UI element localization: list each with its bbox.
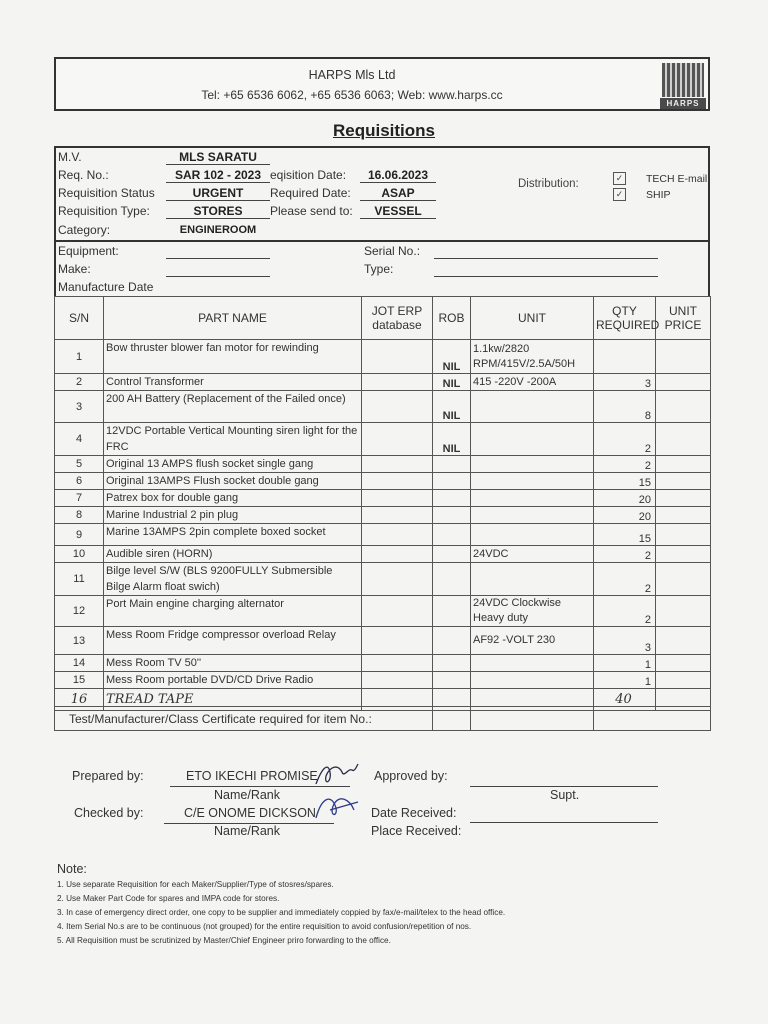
cell-qty: 3 [594, 627, 656, 655]
cell-rob [433, 473, 471, 490]
cell-unit-price [656, 374, 711, 391]
cell-unit [471, 391, 594, 423]
requisition-info [54, 146, 710, 242]
make-label: Make: [58, 262, 91, 276]
cell-unit: 24VDC Clockwise Heavy duty [471, 596, 594, 627]
table-row [55, 563, 711, 596]
items-table [54, 296, 711, 711]
cell-unit [471, 490, 594, 507]
cell-sn: 9 [55, 524, 104, 546]
cell-part-name: Patrex box for double gang [104, 490, 362, 507]
cell-unit [471, 655, 594, 672]
company-contact: Tel: +65 6536 6062, +65 6536 6063; Web: www.harps.cc [201, 88, 503, 102]
note-item: 3. In case of emergency direct order, one copy to be supplier and immediately coppied by fax/e-mail/telex to the head office. [57, 908, 506, 917]
date-received-line [470, 822, 658, 823]
cell-sn: 14 [55, 655, 104, 672]
cell-unit-price [656, 507, 711, 524]
table-row [55, 490, 711, 507]
type-field [434, 276, 658, 277]
cell-part-name: Mess Room portable DVD/CD Drive Radio [104, 672, 362, 689]
cell-rob [433, 507, 471, 524]
cell-jot-erp [362, 423, 433, 456]
cell-jot-erp [362, 456, 433, 473]
cell-rob: NIL [433, 374, 471, 391]
make-field [166, 276, 270, 277]
cell-sn: 6 [55, 473, 104, 490]
cell-jot-erp [362, 340, 433, 374]
category-label: Category: [58, 223, 111, 237]
cell-jot-erp [362, 672, 433, 689]
cell-sn: 16 [55, 689, 104, 711]
cell-part-name: Bow thruster blower fan motor for rewinding [104, 340, 362, 374]
certificate-cell-3[interactable] [594, 707, 711, 731]
cell-unit [471, 473, 594, 490]
cell-part-name: Audible siren (HORN) [104, 546, 362, 563]
date-received-label: Date Received: [371, 806, 457, 820]
notes-title: Note: [57, 862, 87, 876]
cell-rob [433, 655, 471, 672]
cell-unit: AF92 -VOLT 230 [471, 627, 594, 655]
stamp-signature-icon [310, 790, 362, 826]
cell-sn: 12 [55, 596, 104, 627]
cell-qty: 3 [594, 374, 656, 391]
prepared-by-label: Prepared by: [72, 769, 144, 783]
cell-sn: 7 [55, 490, 104, 507]
category-value: ENGINEROOM [179, 224, 257, 236]
equipment-label: Equipment: [58, 244, 119, 258]
table-row [55, 391, 711, 423]
cell-rob [433, 490, 471, 507]
status-label: Requisition Status [58, 186, 155, 200]
cell-sn: 11 [55, 563, 104, 596]
cell-part-name: Marine Industrial 2 pin plug [104, 507, 362, 524]
table-row [55, 423, 711, 456]
cell-unit-price [656, 655, 711, 672]
place-received-label: Place Received: [371, 824, 462, 838]
cell-unit [471, 563, 594, 596]
type-value: STORES [166, 204, 270, 219]
cell-part-name: Mess Room TV 50'' [104, 655, 362, 672]
cell-qty [594, 340, 656, 374]
note-item: 1. Use separate Requisition for each Maker/Supplier/Type of stosres/spares. [57, 880, 334, 889]
cell-sn: 15 [55, 672, 104, 689]
cell-qty: 15 [594, 524, 656, 546]
note-item: 2. Use Maker Part Code for spares and IMPA code for stores. [57, 894, 280, 903]
equipment-field [166, 258, 270, 259]
cell-unit [471, 524, 594, 546]
cell-jot-erp [362, 655, 433, 672]
table-row [55, 596, 711, 627]
cell-part-name: 12VDC Portable Vertical Mounting siren light for the FRC [104, 423, 362, 456]
cell-unit-price [656, 627, 711, 655]
table-row [55, 507, 711, 524]
req-no-label: Req. No.: [58, 168, 109, 182]
cell-unit: 24VDC [471, 546, 594, 563]
cell-rob: NIL [433, 340, 471, 374]
cell-sn: 3 [55, 391, 104, 423]
cell-part-name: Control Transformer [104, 374, 362, 391]
distribution-label: Distribution: [518, 178, 579, 190]
checked-by-name: C/E ONOME DICKSON [184, 806, 316, 820]
cell-unit-price [656, 490, 711, 507]
cell-part-name: TREAD TAPE [104, 689, 362, 711]
table-row [55, 456, 711, 473]
name-rank-label-1: Name/Rank [214, 788, 280, 802]
required-date-value: ASAP [360, 186, 436, 201]
send-to-value: VESSEL [360, 204, 436, 219]
cell-unit-price [656, 340, 711, 374]
cell-unit [471, 456, 594, 473]
tech-email-label: TECH E-mail [646, 173, 708, 185]
cell-jot-erp [362, 391, 433, 423]
cell-qty: 20 [594, 490, 656, 507]
cell-rob [433, 546, 471, 563]
certificate-cell-1[interactable] [433, 707, 471, 731]
cell-part-name: Original 13AMPS Flush socket double gang [104, 473, 362, 490]
cell-rob [433, 596, 471, 627]
cell-sn: 5 [55, 456, 104, 473]
cell-part-name: Port Main engine charging alternator [104, 596, 362, 627]
col-unit-price: UNIT PRICE [656, 297, 711, 340]
cell-qty: 1 [594, 655, 656, 672]
col-qty: QTY REQUIRED [594, 297, 656, 340]
cell-unit [471, 672, 594, 689]
cell-unit [471, 507, 594, 524]
table-header-row [55, 297, 711, 340]
supt-label: Supt. [550, 788, 580, 802]
company-name: HARPS Mls Ltd [308, 68, 396, 82]
req-no-value: SAR 102 - 2023 [166, 168, 270, 183]
cell-unit-price [656, 524, 711, 546]
table-row [55, 524, 711, 546]
table-row [55, 546, 711, 563]
req-date-value: 16.06.2023 [360, 168, 436, 183]
certificate-cell-2[interactable] [471, 707, 594, 731]
cell-qty: 1 [594, 672, 656, 689]
col-unit: UNIT [471, 297, 594, 340]
approved-by-line [470, 786, 658, 787]
page-title: Requisitions [332, 121, 435, 140]
cell-unit: 1.1kw/2820 RPM/415V/2.5A/50H [471, 340, 594, 374]
required-date-label: Required Date: [270, 186, 351, 200]
cell-sn: 2 [55, 374, 104, 391]
cell-qty: 8 [594, 391, 656, 423]
cell-qty: 2 [594, 423, 656, 456]
cell-sn: 13 [55, 627, 104, 655]
ship-checkbox[interactable]: ✓ [613, 188, 626, 201]
col-rob: ROB [433, 297, 471, 340]
type-equip-label: Type: [364, 262, 394, 276]
cell-rob [433, 563, 471, 596]
cell-unit: 415 -220V -200A [471, 374, 594, 391]
cell-jot-erp [362, 627, 433, 655]
mv-value: MLS SARATU [166, 150, 270, 165]
table-row [55, 672, 711, 689]
cell-qty: 2 [594, 456, 656, 473]
logo-text: HARPS [660, 98, 706, 109]
cell-qty: 20 [594, 507, 656, 524]
cell-unit-price [656, 423, 711, 456]
col-part-name: PART NAME [104, 297, 362, 340]
prepared-by-name: ETO IKECHI PROMISE [186, 769, 318, 783]
note-item: 5. All Requisition must be scrutinized by Master/Chief Engineer priro forwarding to the office. [57, 936, 391, 945]
req-date-label: eqisition Date: [270, 168, 347, 182]
cell-rob [433, 672, 471, 689]
cell-rob [433, 456, 471, 473]
name-rank-label-2: Name/Rank [214, 824, 280, 838]
cell-jot-erp [362, 374, 433, 391]
cell-jot-erp [362, 596, 433, 627]
checked-by-label: Checked by: [74, 806, 144, 820]
cell-rob: NIL [433, 391, 471, 423]
certificate-label: Test/Manufacturer/Class Certificate required for item No.: [55, 707, 433, 731]
cell-qty: 15 [594, 473, 656, 490]
col-jot-erp: JOT ERP database [362, 297, 433, 340]
cell-qty: 2 [594, 596, 656, 627]
cell-unit-price [656, 456, 711, 473]
cell-rob: NIL [433, 423, 471, 456]
note-item: 4. Item Serial No.s are to be continuous (not grouped) for the entire requisition to avoid confusion/repetition of nos. [57, 922, 472, 931]
cell-sn: 4 [55, 423, 104, 456]
company-header [54, 57, 710, 111]
cell-unit-price [656, 391, 711, 423]
cell-jot-erp [362, 507, 433, 524]
cell-jot-erp [362, 490, 433, 507]
table-row [55, 655, 711, 672]
cell-jot-erp [362, 563, 433, 596]
mv-label: M.V. [58, 150, 82, 164]
harps-logo [658, 61, 708, 111]
cell-rob [433, 627, 471, 655]
send-to-label: Please send to: [270, 204, 353, 218]
cell-unit-price [656, 596, 711, 627]
cell-part-name: Bilge level S/W (BLS 9200FULLY Submersible Bilge Alarm float swich) [104, 563, 362, 596]
table-row [55, 473, 711, 490]
ship-label: SHIP [646, 189, 671, 201]
status-value: URGENT [166, 186, 270, 201]
cell-jot-erp [362, 524, 433, 546]
type-label: Requisition Type: [58, 204, 150, 218]
cell-qty: 40 [594, 689, 656, 711]
equipment-info [54, 242, 710, 296]
table-row [55, 340, 711, 374]
cell-part-name: Original 13 AMPS flush socket single gang [104, 456, 362, 473]
tech-email-checkbox[interactable]: ✓ [613, 172, 626, 185]
serial-no-field [434, 258, 658, 259]
cell-unit-price [656, 672, 711, 689]
cell-sn: 10 [55, 546, 104, 563]
cell-jot-erp [362, 546, 433, 563]
cell-part-name: 200 AH Battery (Replacement of the Failed once) [104, 391, 362, 423]
cell-unit-price [656, 473, 711, 490]
signature-icon [312, 758, 362, 790]
certificate-row [54, 706, 711, 731]
manufacture-date-label: Manufacture Date [58, 280, 154, 294]
approved-by-label: Approved by: [374, 769, 448, 783]
logo-pillars-icon [662, 63, 704, 97]
table-row [55, 374, 711, 391]
cell-jot-erp [362, 473, 433, 490]
cell-unit [471, 423, 594, 456]
cell-sn: 1 [55, 340, 104, 374]
cell-qty: 2 [594, 546, 656, 563]
cell-qty: 2 [594, 563, 656, 596]
col-sn: S/N [55, 297, 104, 340]
cell-rob [433, 524, 471, 546]
cell-unit-price [656, 563, 711, 596]
serial-no-label: Serial No.: [364, 244, 421, 258]
cell-unit-price [656, 546, 711, 563]
table-row [55, 627, 711, 655]
cell-part-name: Mess Room Fridge compressor overload Relay [104, 627, 362, 655]
cell-sn: 8 [55, 507, 104, 524]
cell-part-name: Marine 13AMPS 2pin complete boxed socket [104, 524, 362, 546]
